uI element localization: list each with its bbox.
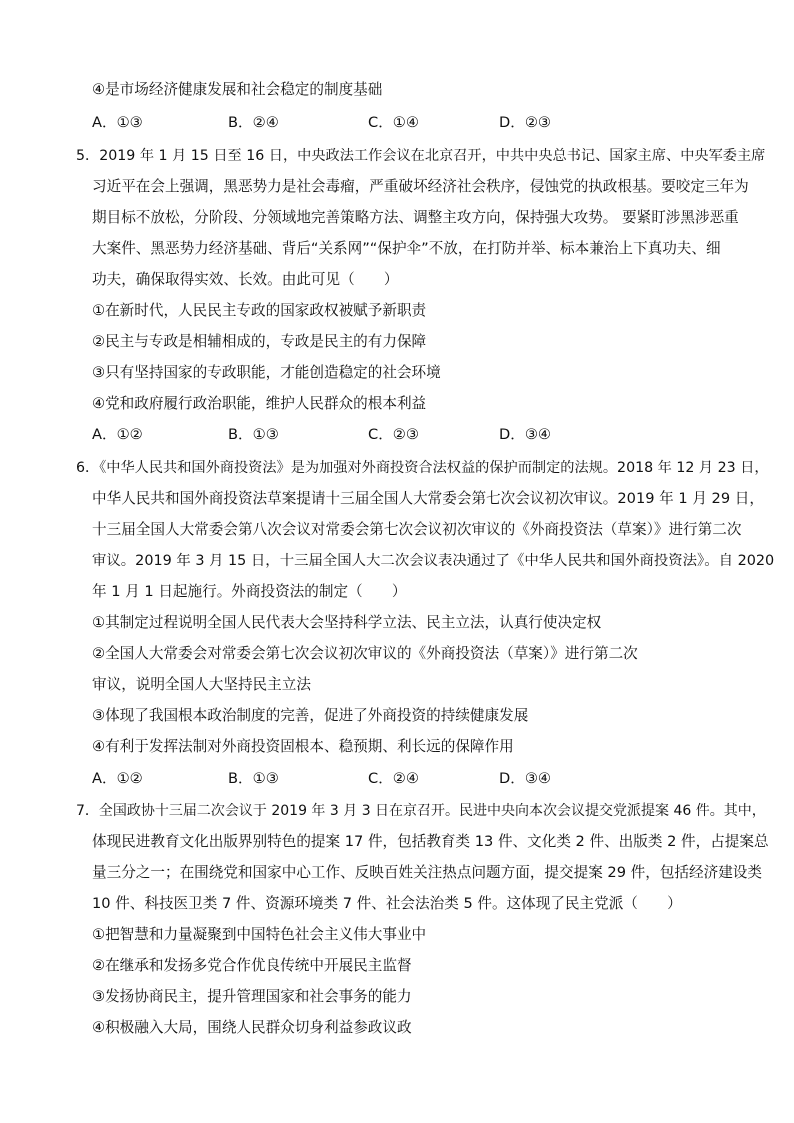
q5-stem-line: 功夫，确保取得实效、长效。由此可见（ ） [92, 271, 399, 288]
q7-statement: ①把智慧和力量凝聚到中国特色社会主义伟大事业中 [92, 926, 427, 943]
q6-statement: ④有利于发挥法制对外商投资固根本、稳预期、利长远的保障作用 [92, 738, 514, 755]
q5-stem-line: 习近平在会上强调，黑恶势力是社会毒瘤，严重破坏经济社会秩序，侵蚀党的执政根基。要咬定三年为 [92, 178, 749, 195]
q5-stem-line: 5．2019 年 1 月 15 日至 16 日，中央政法工作会议在北京召开，中共中央总书记、国家主席、中央军委主席 [76, 148, 766, 164]
q5-statement: ①在新时代，人民民主专政的国家政权被赋予新职责 [92, 302, 427, 319]
q7-statement: ②在继承和发扬多党合作优良传统中开展民主监督 [92, 957, 412, 974]
q6-stem-line: 中华人民共和国外商投资法草案提请十三届全国人大常委会第七次会议初次审议。2019 年 1 月 29 日， [92, 490, 764, 507]
q7-statement: ④积极融入大局，围绕人民群众切身利益参政议政 [92, 1019, 412, 1036]
q6-statement: ②全国人大常委会对常委会第七次会议初次审议的《外商投资法（草案）》进行第二次 [92, 645, 638, 662]
q7-stem-line: 7．全国政协十三届二次会议于 2019 年 3 月 3 日在京召开。民进中央向本次会议提交党派提案 46 件。其中， [76, 803, 766, 819]
q7-statement: ③发扬协商民主，提升管理国家和社会事务的能力 [92, 988, 412, 1005]
q5-stem-line: 大案件、黑恶势力经济基础、背后“关系网”“保护伞”不放，在打防并举、标本兼治上下真功夫、细 [92, 240, 721, 257]
q5-stem-line: 期目标不放松，分阶段、分领域地完善策略方法、调整主攻方向，保持强大攻势。 要紧盯涉黑涉恶重 [92, 209, 739, 226]
q4-option-d: D．②③ [499, 114, 551, 131]
q4-statement-4: ④是市场经济健康发展和社会稳定的制度基础 [92, 81, 383, 98]
q6-option-d: D．③④ [499, 770, 551, 787]
q6-statement: ③体现了我国根本政治制度的完善，促进了外商投资的持续健康发展 [92, 707, 529, 724]
q4-option-a: A．①③ [92, 114, 143, 131]
q5-statement: ④党和政府履行政治职能，维护人民群众的根本利益 [92, 395, 427, 412]
q7-stem-line: 体现民进教育文化出版界别特色的提案 17 件，包括教育类 13 件、文化类 2 件、出版类 2 件，占提案总 [92, 833, 769, 850]
q5-option-b: B．①③ [228, 426, 279, 443]
q5-option-a: A．①② [92, 426, 143, 443]
q5-statement: ③只有坚持国家的专政职能，才能创造稳定的社会环境 [92, 364, 441, 381]
q6-option-a: A．①② [92, 770, 143, 787]
q5-option-d: D．③④ [499, 426, 551, 443]
q6-stem-line: 审议。2019 年 3 月 15 日，十三届全国人大二次会议表决通过了《中华人民共和国外商投资法》。自 2020 [92, 553, 775, 569]
q6-stem-line: 年 1 月 1 日起施行。外商投资法的制定（ ） [92, 583, 407, 600]
q7-stem-line: 量三分之一；在围绕党和国家中心工作、反映百姓关注热点问题方面，提交提案 29 件，包括经济建设类 [92, 864, 762, 881]
q6-statement-continued: 审议，说明全国人大坚持民主立法 [92, 676, 311, 693]
q6-option-b: B．①③ [228, 770, 279, 787]
q6-statement: ①其制定过程说明全国人民代表大会坚持科学立法、民主立法，认真行使决定权 [92, 614, 602, 631]
q6-stem-line: 十三届全国人大常委会第八次会议对常委会第七次会议初次审议的《外商投资法（草案）》进行第二次 [92, 521, 742, 538]
q5-statement: ②民主与专政是相辅相成的，专政是民主的有力保障 [92, 333, 427, 350]
q4-option-c: C．①④ [368, 114, 419, 131]
q6-option-c: C．②④ [368, 770, 419, 787]
q6-stem-line: 6．《中华人民共和国外商投资法》是为加强对外商投资合法权益的保护而制定的法规。2018 年 12 月 23 日， [76, 460, 769, 476]
q4-option-b: B．②④ [228, 114, 279, 131]
q7-stem-line: 10 件、科技医卫类 7 件、资源环境类 7 件、社会法治类 5 件。这体现了民主党派（ ） [92, 895, 682, 912]
q5-option-c: C．②③ [368, 426, 419, 443]
